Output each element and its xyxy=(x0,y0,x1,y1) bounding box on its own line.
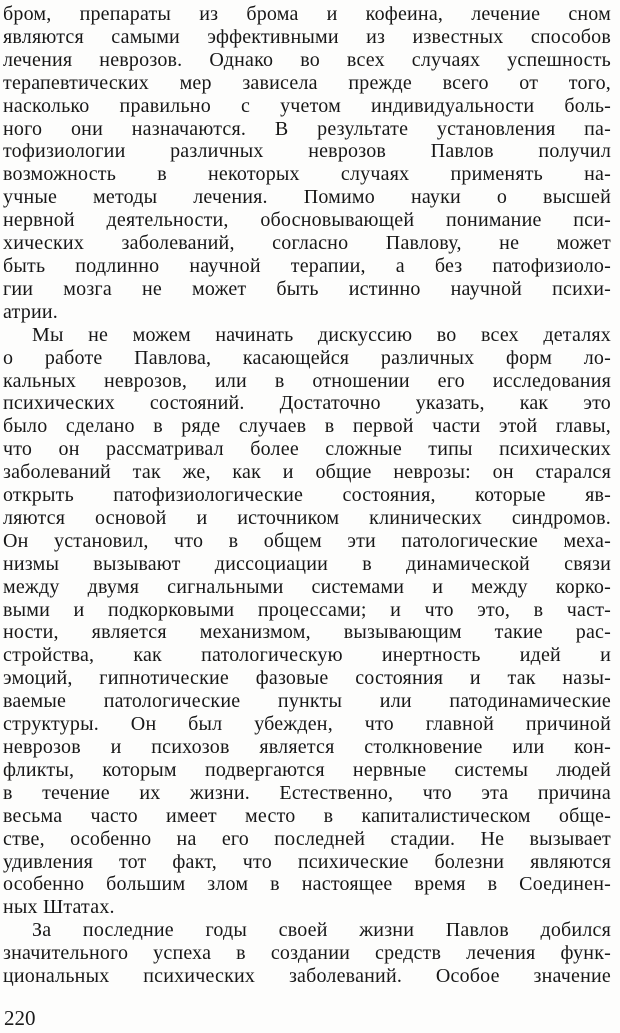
text-line: ляются основой и источником клинических синдромов. xyxy=(3,506,611,529)
text-line: учные методы лечения. Помимо науки о высшей xyxy=(3,186,611,209)
page-number: 220 xyxy=(4,1006,36,1030)
text-line: возможность в некоторых случаях применять на- xyxy=(3,163,611,186)
text-line: быть подлинно научной терапии, а без патофизиоло- xyxy=(3,254,611,277)
text-line: кальных неврозов, или в отношении его исследования xyxy=(3,369,611,392)
text-line: особенно большим злом в настоящее время в Соединен- xyxy=(3,873,611,896)
text-line: открыть патофизиологические состояния, которые яв- xyxy=(3,484,611,507)
text-line: ваемые патологические пункты или патодинамические xyxy=(3,690,611,713)
text-line: атрии. xyxy=(3,300,58,323)
text-line: удивления тот факт, что психические болезни являются xyxy=(3,850,611,873)
text-line: ных Штатах. xyxy=(3,896,115,919)
text-line: что он рассматривал более сложные типы психических xyxy=(3,438,611,461)
text-line: низмы вызывают диссоциации в динамической связи xyxy=(3,552,611,575)
text-line: нервной деятельности, обосновывающей понимание пси- xyxy=(3,209,611,232)
text-line: стве, особенно на его последней стадии. Не вызывает xyxy=(3,827,611,850)
text-line: психических состояний. Достаточно указать, как это xyxy=(3,392,611,415)
text-line: весьма часто имеет место в капиталистическом обще- xyxy=(3,804,611,827)
text-line: Мы не можем начинать дискуссию во всех деталях xyxy=(32,323,611,346)
text-line: хических заболеваний, согласно Павлову, не может xyxy=(3,232,611,255)
text-line: являются самыми эффективными из известных способов xyxy=(3,25,611,48)
text-line: За последние годы своей жизни Павлов добился xyxy=(32,919,611,942)
page-text xyxy=(3,3,611,988)
text-line: между двумя сигнальными системами и между корко- xyxy=(3,575,611,598)
text-line: терапевтических мер зависела прежде всего от того, xyxy=(3,71,611,94)
text-line: Он установил, что в общем эти патологические меха- xyxy=(3,529,611,552)
text-line: ного они назначаются. В результате установления па- xyxy=(3,117,611,140)
text-line: в течение их жизни. Естественно, что эта причина xyxy=(3,781,611,804)
text-line: ности, является механизмом, вызывающим такие рас- xyxy=(3,621,611,644)
text-line: циональных психических заболеваний. Особое значение xyxy=(3,965,611,988)
text-line: насколько правильно с учетом индивидуальности боль- xyxy=(3,94,611,117)
text-line: тофизиологии различных неврозов Павлов получил xyxy=(3,140,611,163)
text-line: заболеваний так же, как и общие неврозы: он старался xyxy=(3,461,611,484)
text-line: было сделано в ряде случаев в первой части этой главы, xyxy=(3,415,611,438)
text-line: эмоций, гипнотические фазовые состояния и так назы- xyxy=(3,667,611,690)
text-line: структуры. Он был убежден, что главной причиной xyxy=(3,713,611,736)
text-line: значительного успеха в создании средств лечения функ- xyxy=(3,942,611,965)
text-line: лечения неврозов. Однако во всех случаях успешность xyxy=(3,48,611,71)
text-line: выми и подкорковыми процессами; и что это, в част- xyxy=(3,598,611,621)
text-line: о работе Павлова, касающейся различных форм ло- xyxy=(3,346,611,369)
text-line: бром, препараты из брома и кофеина, лечение сном xyxy=(3,3,611,25)
text-line: неврозов и психозов является столкновение или кон- xyxy=(3,736,611,758)
text-line: стройства, как патологическую инертность идей и xyxy=(3,644,611,667)
text-line: фликты, которым подвергаются нервные системы людей xyxy=(3,758,611,781)
text-line: гии мозга не может быть истинно научной психи- xyxy=(3,277,611,300)
